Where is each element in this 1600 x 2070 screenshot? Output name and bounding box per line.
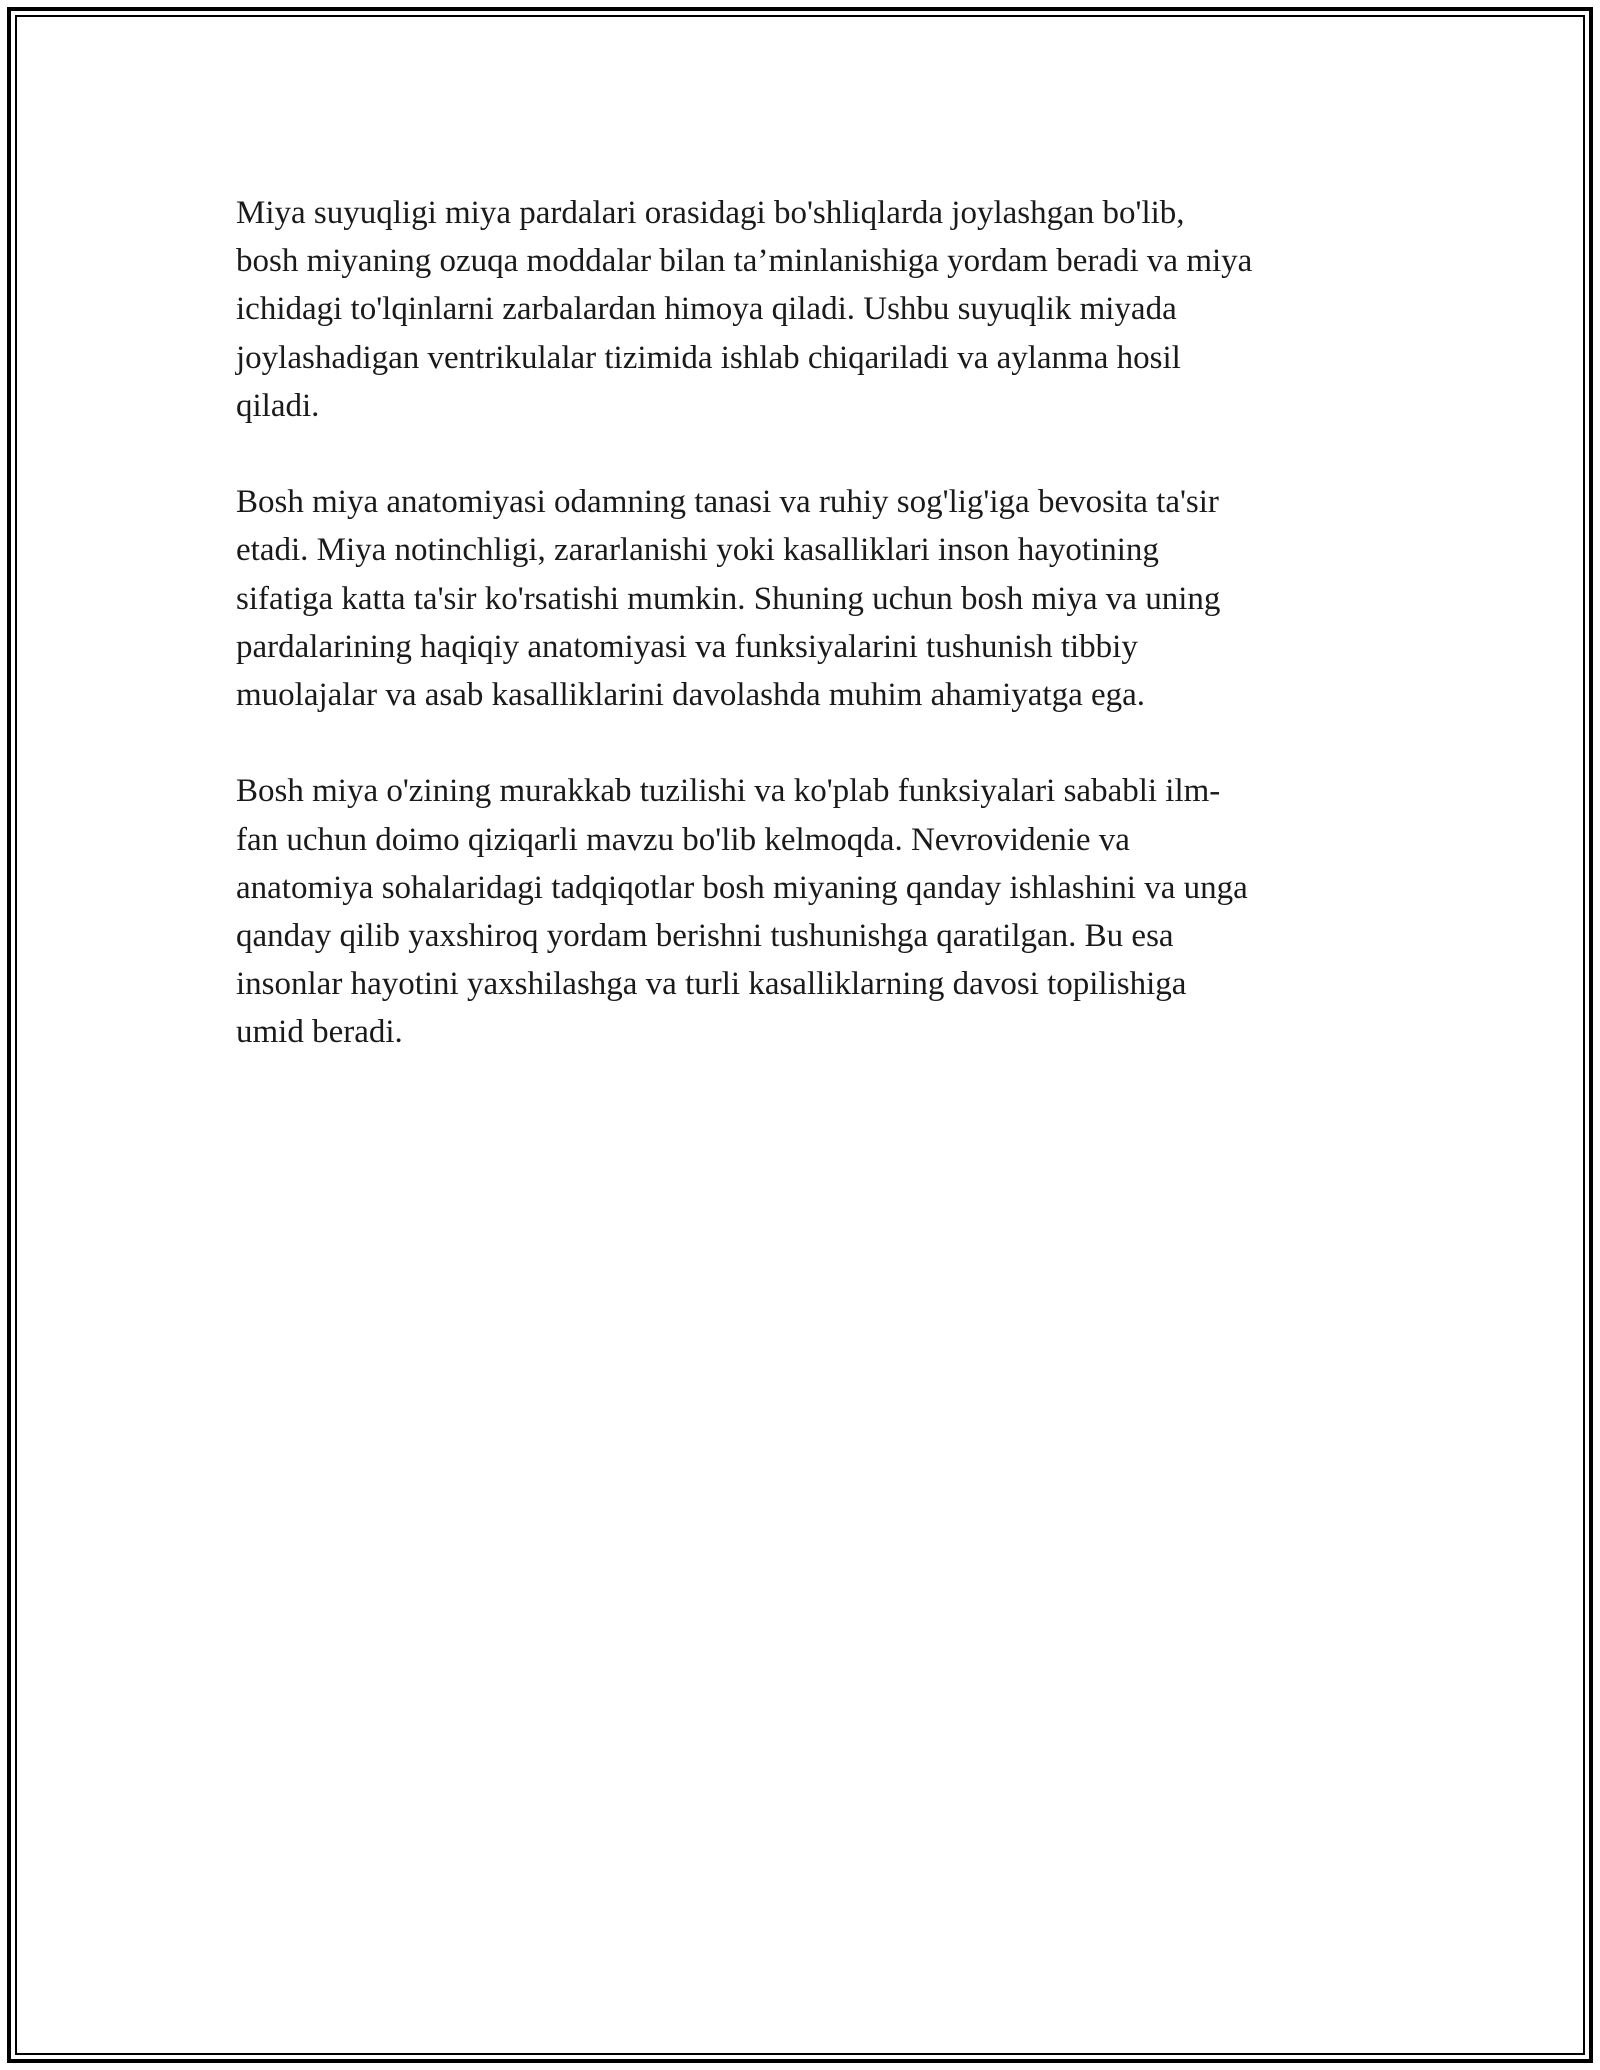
text-line: etadi. Miya notinchligi, zararlanishi yoki kasalliklari inson hayotining [236, 532, 1159, 569]
text-line: umid beradi. [236, 1014, 403, 1051]
text-line: muolajalar va asab kasalliklarini davolashda muhim ahamiyatga ega. [236, 677, 1146, 714]
text-line: qiladi. [236, 387, 320, 424]
paragraph-3 [236, 767, 1386, 1056]
paragraph-1 [236, 189, 1386, 430]
text-line: Miya suyuqligi miya pardalari orasidagi bo'shliqlarda joylashgan bo'lib, [236, 195, 1185, 231]
text-line: joylashadigan ventrikulalar tizimida ishlab chiqariladi va aylanma hosil [236, 339, 1181, 376]
text-line: qanday qilib yaxshiroq yordam berishni tushunishga qaratilgan. Bu esa [236, 918, 1174, 955]
text-line: ichidagi to'lqinlarni zarbalardan himoya qiladi. Ushbu suyuqlik miyada [236, 291, 1177, 328]
paragraph-2 [236, 478, 1386, 719]
text-line: Bosh miya anatomiyasi odamning tanasi va ruhiy sog'lig'iga bevosita ta'sir [236, 484, 1219, 521]
text-line: pardalarining haqiqiy anatomiyasi va funksiyalarini tushunish tibbiy [236, 628, 1138, 665]
text-line: sifatiga katta ta'sir ko'rsatishi mumkin. Shuning uchun bosh miya va uning [236, 580, 1221, 617]
text-line: bosh miyaning ozuqa moddalar bilan ta’minlanishiga yordam beradi va miya [236, 243, 1253, 280]
text-line: anatomiya sohalaridagi tadqiqotlar bosh miyaning qanday ishlashini va unga [236, 869, 1248, 906]
text-line: Bosh miya o'zining murakkab tuzilishi va ko'plab funksiyalari sababli ilm- [236, 773, 1221, 810]
document-body [236, 189, 1386, 1105]
text-line: insonlar hayotini yaxshilashga va turli kasalliklarning davosi topilishiga [236, 966, 1187, 1003]
text-line: fan uchun doimo qiziqarli mavzu bo'lib kelmoqda. Nevrovidenie va [236, 821, 1130, 858]
